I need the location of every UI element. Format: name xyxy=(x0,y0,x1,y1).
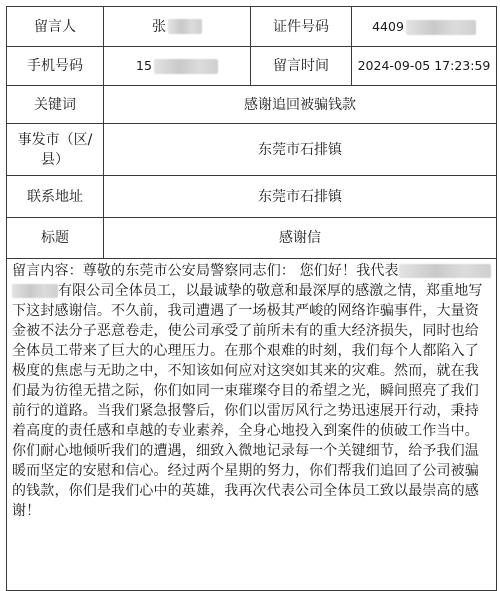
label-id-number: 证件号码 xyxy=(251,7,352,47)
value-keywords: 感谢追回被骗钱款 xyxy=(104,86,497,124)
value-id-number xyxy=(352,7,497,47)
redaction-block xyxy=(168,19,202,34)
value-incident-location: 东莞市石排镇 xyxy=(104,124,497,176)
row-name-id xyxy=(7,7,497,47)
label-keywords: 关键词 xyxy=(7,86,104,124)
row-keywords xyxy=(7,86,497,124)
value-title: 感谢信 xyxy=(104,218,497,259)
phone-visible-part: 15 xyxy=(136,58,152,73)
label-contact-address: 联系地址 xyxy=(7,176,104,218)
redaction-block xyxy=(154,59,218,74)
value-phone xyxy=(104,47,251,86)
message-body: 有限公司全体员工，以最诚挚的敬意和最深厚的感激之情，郑重地写下这封感谢信。不久前，我司遭遇了一场极其严峻的网络诈骗事件，大量资金被不法分子恶意卷走，使公司承受了前所未有的重大经济损失，同时也给全体员工带来了巨大的心理压力。在那个艰难的时刻，我们每个人都陷入了极度的焦虑与无助之中，不知该如何应对这突如其来的灾难。然而，就在我们最为彷徨无措之际，你们如同一束璀璨夺目的希望之光，瞬间照亮了我们前行的道路。当我们紧急报警后，你们以雷厉风行之势迅速展开行动，秉持着高度的责任感和卓越的专业素养，全身心地投入到案件的侦破工作当中。你们耐心地倾听我们的遭遇，细致入微地记录每一个关键细节，给予我们温暖而坚定的安慰和信心。经过两个星期的努力，你们帮我们追回了公司被骗的钱款，你们是我们心中的英雄，我再次代表公司全体员工致以最崇高的感谢！ xyxy=(12,283,483,519)
label-phone: 手机号码 xyxy=(7,47,104,86)
message-content xyxy=(7,259,497,591)
label-incident-location: 事发市（区/县） xyxy=(7,124,104,176)
message-form-table xyxy=(6,6,497,591)
value-contact-address: 东莞市石排镇 xyxy=(104,176,497,218)
redaction-block xyxy=(399,264,491,278)
row-incident-location xyxy=(7,124,497,176)
value-message-time: 2024-09-05 17:23:59 xyxy=(352,47,497,86)
row-title xyxy=(7,218,497,259)
row-phone-time xyxy=(7,47,497,86)
row-message-content xyxy=(7,259,497,591)
row-contact-address xyxy=(7,176,497,218)
id-visible-part: 4409 xyxy=(372,18,404,34)
name-visible-part: 张 xyxy=(152,18,166,35)
value-name xyxy=(104,7,251,47)
message-lead: 留言内容：尊敬的东莞市公安局警察同志们： 您们好！我代表 xyxy=(12,263,399,279)
label-title: 标题 xyxy=(7,218,104,259)
label-message-time: 留言时间 xyxy=(251,47,352,86)
redaction-block xyxy=(12,284,58,298)
redaction-block xyxy=(406,20,476,35)
label-name: 留言人 xyxy=(7,7,104,47)
